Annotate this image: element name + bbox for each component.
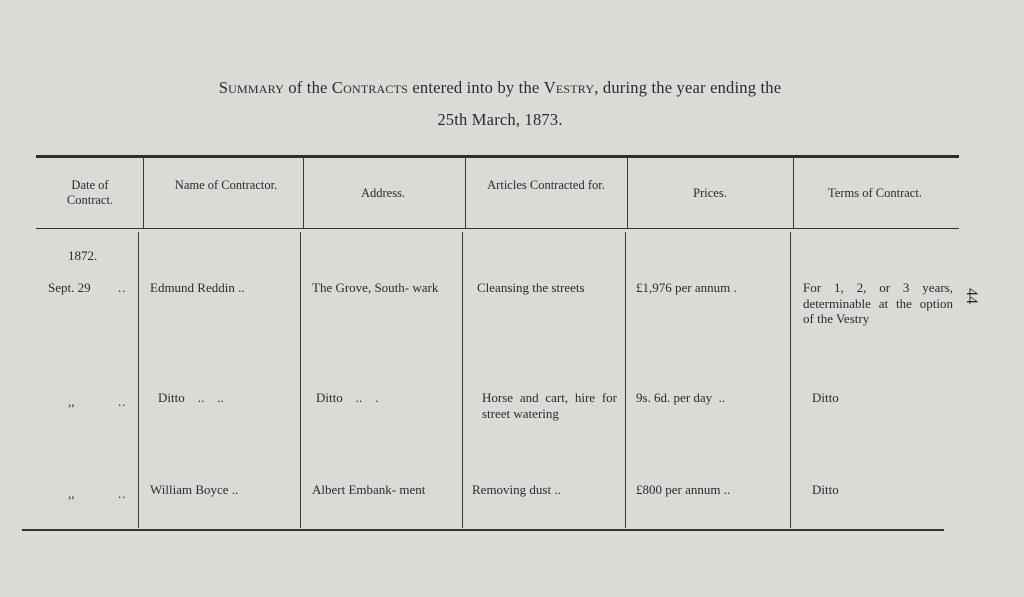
row-2-price: 9s. 6d. per day .. xyxy=(636,390,726,405)
title-text: of the xyxy=(284,78,332,97)
row-2-articles: Horse and cart, hire for street watering xyxy=(482,390,617,421)
column-divider xyxy=(462,232,463,528)
header-name: Name of Contractor. xyxy=(174,178,278,192)
title-line-1 xyxy=(0,72,1000,104)
table-top-rule xyxy=(36,155,959,158)
column-divider xyxy=(793,157,794,228)
row-3-date: ,, xyxy=(68,486,75,501)
title-word-vestry: Vestry xyxy=(543,78,595,97)
header-terms: Terms of Contract. xyxy=(828,186,922,200)
column-divider xyxy=(627,157,628,228)
row-2-date-leader: .. xyxy=(118,394,127,409)
row-1-date-leader: .. xyxy=(118,280,127,295)
row-2-date: ,, xyxy=(68,394,75,409)
year-label: 1872. xyxy=(68,248,98,263)
table-header-rule xyxy=(36,228,959,229)
row-3-articles: Removing dust .. xyxy=(472,482,561,497)
column-divider xyxy=(625,232,626,528)
title-word-summary: Summary xyxy=(218,78,284,97)
row-1-articles: Cleansing the streets xyxy=(477,280,585,295)
title-text: , during the year ending the xyxy=(594,78,782,97)
row-1-price: £1,976 per annum . xyxy=(636,280,737,295)
row-3-address: Albert Embank- ment xyxy=(312,482,426,497)
row-3-name: William Boyce .. xyxy=(150,482,239,497)
row-2-name: Ditto .. .. xyxy=(158,390,224,405)
column-divider xyxy=(790,232,791,528)
row-1-name: Edmund Reddin .. xyxy=(150,280,245,295)
row-1-date: Sept. 29 xyxy=(48,280,91,295)
page-number: 44 xyxy=(963,288,980,304)
title-word-contracts: Contracts xyxy=(331,78,409,97)
column-divider xyxy=(143,157,144,228)
table-bottom-rule xyxy=(22,529,944,531)
row-3-price: £800 per annum .. xyxy=(636,482,731,497)
header-address: Address. xyxy=(360,186,406,200)
header-articles: Articles Contracted for. xyxy=(487,178,605,192)
page-title xyxy=(0,72,1000,136)
row-2-terms: Ditto xyxy=(812,390,839,405)
column-divider xyxy=(300,232,301,528)
title-line-2: 25th March, 1873. xyxy=(437,110,563,129)
column-divider xyxy=(138,232,139,528)
row-2-address: Ditto .. . xyxy=(316,390,379,405)
header-date: Date of Contract. xyxy=(66,178,114,207)
header-prices: Prices. xyxy=(693,186,727,200)
row-1-address: The Grove, South- wark xyxy=(312,280,439,295)
row-3-date-leader: .. xyxy=(118,486,127,501)
row-1-terms: For 1, 2, or 3 years, determinable at the option of the Vestry xyxy=(803,280,953,326)
row-3-terms: Ditto xyxy=(812,482,839,497)
column-divider xyxy=(465,157,466,228)
column-divider xyxy=(303,157,304,228)
title-text: entered into by the xyxy=(408,78,544,97)
